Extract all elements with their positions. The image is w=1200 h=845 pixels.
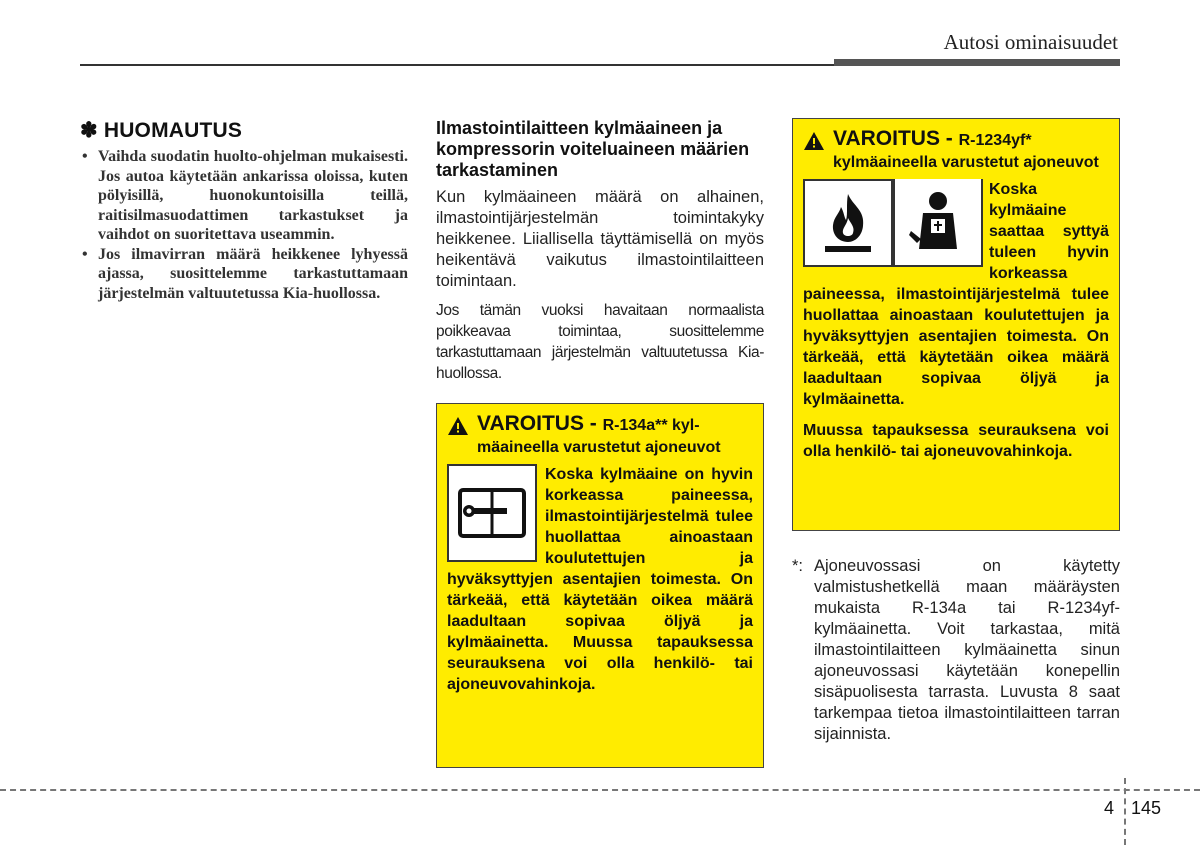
warning-box-r134a [436,403,764,768]
footnote-mark: *: [792,557,804,575]
warning-header [447,412,753,437]
warning-title-code: R-134a** kyl- [602,417,700,434]
section-title: Ilmastointilaitteen kylmäaineen ja kompressorin voiteluaineen määrien tarkastaminen [436,118,750,180]
header-rule [80,64,840,66]
warning-triangle-icon [447,416,469,436]
service-manual-icon [447,464,537,562]
page-number: 145 [1131,798,1162,818]
section-paragraph: Kun kylmäaineen määrä on alhainen, ilmastointijärjestelmän toimintakyky heikkenee. Liiallisella täyttämisellä on myös heikentävä vaikutus ilmastointilaitteen toimintaan. [436,188,764,290]
warning-title-prefix: VAROITUS - [833,127,953,150]
section-paragraph: Jos tämän vuoksi havaitaan normaalista poikkeavaa toimintaa, suosittelemme tarkastuttamaan järjestelmän valtuutetussa Kia-huollossa. [436,302,764,382]
warning-subtitle: kylmäaineella varustetut ajoneuvot [833,154,1099,171]
bullet: • [82,245,88,263]
page-separator [1124,778,1126,845]
bullet: • [82,148,88,165]
notice-item-text: Vaihda suodatin huolto-ohjelman mukaisesti. Jos autoa käytetään ankarissa oloissa, kuten pölyisillä, huonokuntoisilla teillä, raitisilmasuodattimen tarkastukset ja vaihdot on suoritettava useammin. [98,148,408,243]
header-rule-accent [834,59,1120,66]
section-block [436,118,764,392]
warning-icon-stack [803,179,983,267]
chapter-number: 4 [1104,798,1115,818]
flammable-icon [803,179,893,267]
warning-title-code: R-1234yf* [958,132,1032,149]
notice-item [80,147,408,245]
warning-body [447,464,753,695]
qualified-technician-icon [893,179,983,267]
warning-text: Muussa tapauksessa seurauksena voi olla henkilö- tai ajoneuvovahinkoja. [803,422,1109,460]
warning-box-r1234yf [792,118,1120,531]
header-title: Autosi ominaisuudet [943,30,1118,54]
notice-list [80,147,408,303]
warning-title-prefix: VAROITUS - [477,412,597,435]
notice-heading: ✽ HUOMAUTUS [80,119,243,142]
warning-text: Koska kylmäaine on hyvin korkeassa paineessa, ilmastointijärjestelmä tulee huollattaa ainoastaan koulutettujen ja hyväksyttyjen asentajien toimesta. On tärkeää, että käytetään oikea määrä laadultaan sopivaa öljyä ja kylmäainetta. Muussa tapauksessa seurauksena voi olla henkilö- tai ajoneuvovahinkoja. [447,466,753,693]
warning-body [803,179,1109,462]
warning-header [803,127,1109,152]
warning-text: Koska kylmäaine saattaa syttyä tuleen hyvin korkeassa paineessa, ilmastointijärjestelmä tulee huollattaa ainoastaan koulutettujen ja hyväksyttyjen asentajien toimesta. On tärkeää, että käytetään oikea määrä laadultaan sopivaa öljyä ja kylmäainetta. [803,181,1109,408]
notice-item [80,245,408,304]
warning-subtitle: mäaineella varustetut ajoneuvot [477,439,721,456]
warning-triangle-icon [803,131,825,151]
footnote [792,556,1120,745]
notice-item-text: Jos ilmavirran määrä heikkenee lyhyessä ajassa, suosittelemme tarkastuttamaan järjestelmän valtuutetussa Kia-huollossa. [98,245,408,302]
warning-title [477,412,700,437]
warning-title [833,127,1032,152]
footer-rule [0,789,1200,791]
notice-block [80,118,408,303]
footnote-text: Ajoneuvossasi on käytetty valmistushetkellä maan määräysten mukaista R-134a tai R-1234yf-kylmäainetta. Voit tarkastaa, mitä ilmastointilaitteen kylmäainetta sinun ajoneuvossasi käytetään konepellin sisäpuolisesta tarrasta. Luvusta 8 saat tarkempaa tietoa ilmastointilaitteen tarran sijainnista. [814,557,1120,743]
